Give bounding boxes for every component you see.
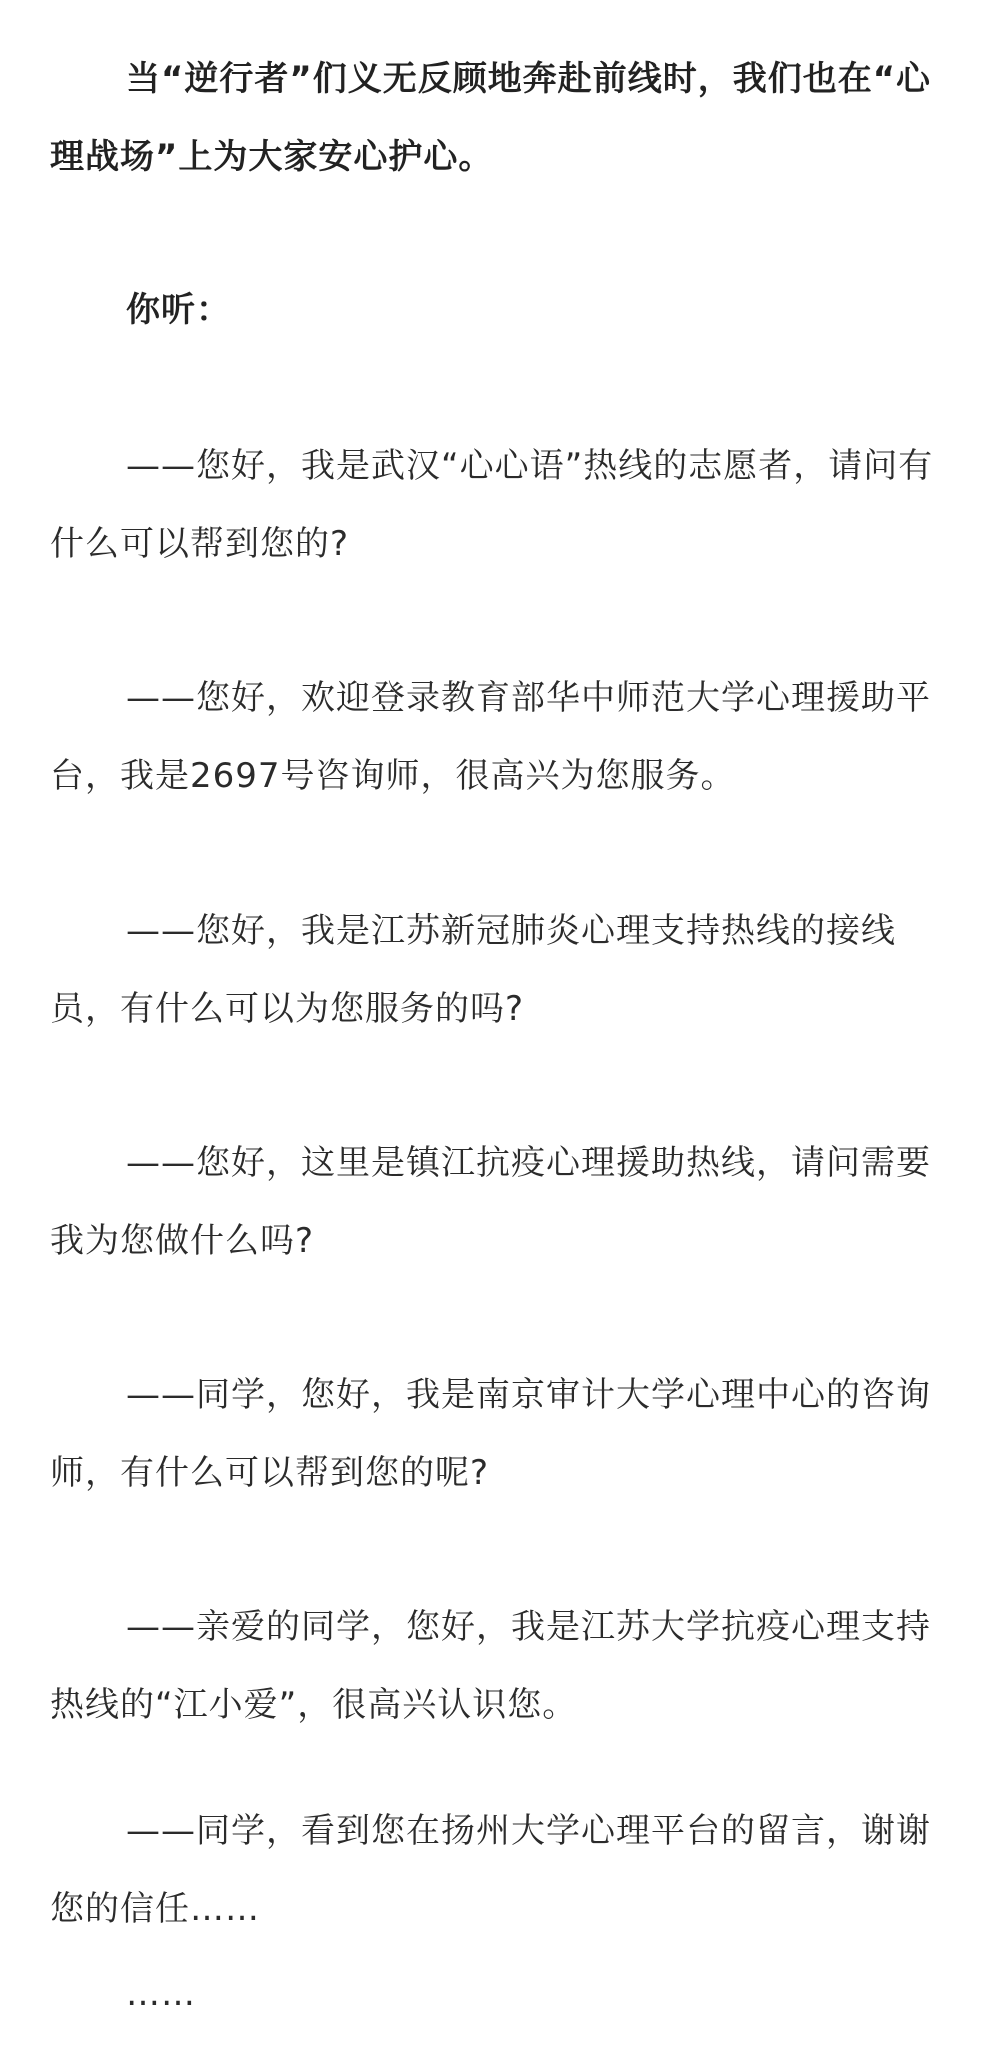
quote-paragraph-jiangsu-hotline: ——您好，我是江苏新冠肺炎心理支持热线的接线员，有什么可以为您服务的吗? bbox=[50, 911, 896, 1029]
quote-paragraph-ccnu: ——您好，欢迎登录教育部华中师范大学心理援助平台，我是2697号咨询师，很高兴为您服务。 bbox=[50, 678, 931, 796]
closing-ellipsis: …… bbox=[126, 1974, 196, 2014]
quote-paragraph-yangzhou: ——同学，看到您在扬州大学心理平台的留言，谢谢您的信任…… bbox=[50, 1811, 931, 1929]
intro-paragraph: 当“逆行者”们义无反顾地奔赴前线时，我们也在“心理战场”上为大家安心护心。 bbox=[50, 59, 932, 177]
quote-paragraph-nanjing-audit: ——同学，您好，我是南京审计大学心理中心的咨询师，有什么可以帮到您的呢? bbox=[50, 1375, 931, 1493]
quote-paragraph-wuhan: ——您好，我是武汉“心心语”热线的志愿者，请问有什么可以帮到您的? bbox=[50, 446, 934, 564]
listen-label: 你听： bbox=[126, 290, 231, 330]
quote-paragraph-zhenjiang: ——您好，这里是镇江抗疫心理援助热线，请问需要我为您做什么吗? bbox=[50, 1143, 931, 1261]
quote-paragraph-jiangsu-university: ——亲爱的同学，您好，我是江苏大学抗疫心理支持热线的“江小爱”，很高兴认识您。 bbox=[50, 1607, 931, 1725]
